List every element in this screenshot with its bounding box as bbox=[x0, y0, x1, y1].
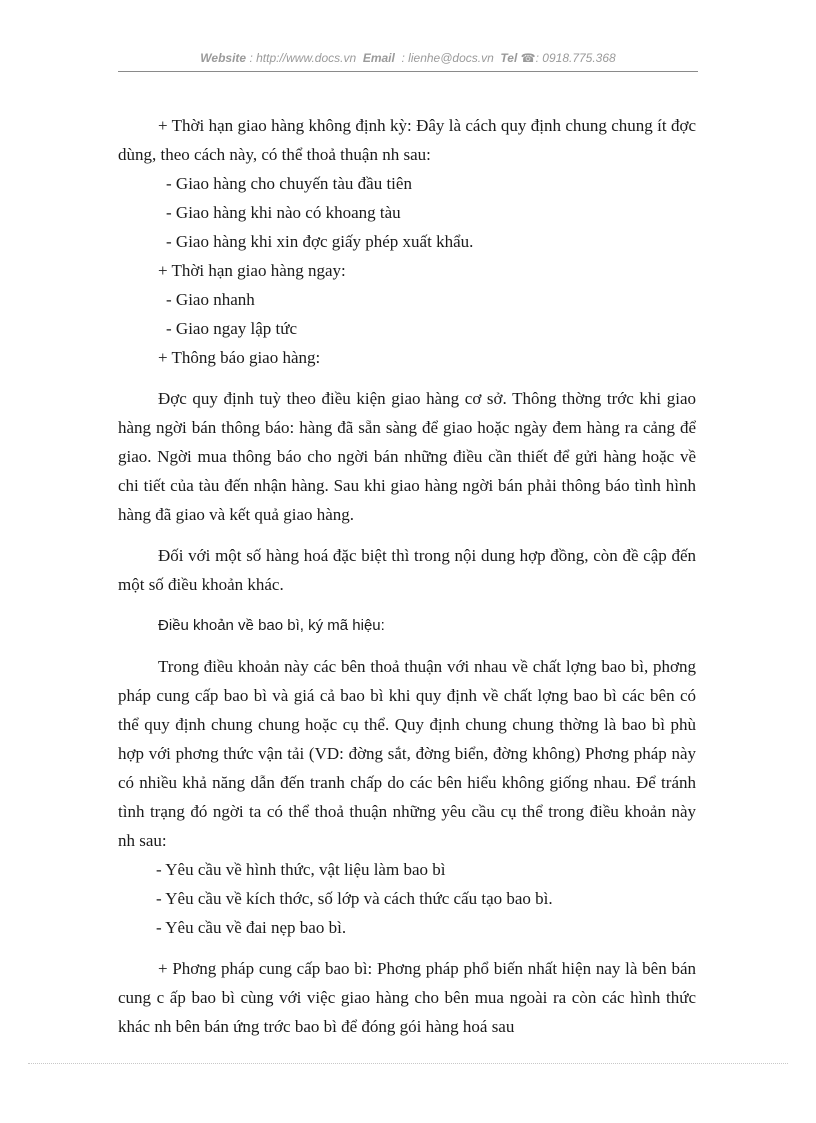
list-item: - Giao hàng khi xin đợc giấy phép xuất khẩu. bbox=[166, 232, 474, 251]
paragraph: Đợc quy định tuỳ theo điều kiện giao hàng cơ sở. Thông thờng trớc khi giao hàng ngời bán thông báo: hàng đã sẵn sàng để giao hoặc ngày đem hàng ra cảng để giao. Ngời mua thông báo cho ngời bán những điều cần thiết để gửi hàng hoặc về chi tiết của tàu đến nhận hàng. Sau khi giao hàng ngời bán phải thông báo tình hình hàng đã giao và kết quả giao hàng. bbox=[118, 389, 696, 524]
list-item: - Giao ngay lập tức bbox=[166, 319, 298, 338]
phone-number: : 0918.775.368 bbox=[535, 51, 616, 65]
email-address: : lienhe@docs.vn bbox=[401, 51, 494, 65]
phone-icon: ☎ bbox=[520, 51, 536, 65]
subheading: + Thông báo giao hàng: bbox=[158, 348, 321, 367]
paragraph: + Thời hạn giao hàng không định kỳ: Đây là cách quy định chung chung ít đợc dùng, theo cách này, có thể thoả thuận nh sau: bbox=[118, 116, 696, 164]
list-item: - Yêu cầu về hình thức, vật liệu làm bao bì bbox=[156, 860, 446, 879]
page-header bbox=[0, 51, 816, 65]
footer-divider bbox=[28, 1063, 788, 1064]
list-item: - Giao nhanh bbox=[166, 290, 255, 309]
paragraph: Đối với một số hàng hoá đặc biệt thì trong nội dung hợp đồng, còn đề cập đến một số điều khoản khác. bbox=[118, 546, 696, 594]
document-body bbox=[118, 111, 696, 1041]
list-item: - Yêu cầu về đai nẹp bao bì. bbox=[156, 918, 347, 937]
section-heading: Điều khoản về bao bì, ký mã hiệu: bbox=[158, 617, 385, 634]
website-label: Website bbox=[200, 51, 247, 65]
email-label: Email bbox=[362, 51, 395, 65]
website-url: : http://www.docs.vn bbox=[249, 51, 357, 65]
paragraph: Trong điều khoản này các bên thoả thuận với nhau về chất lợng bao bì, phơng pháp cung cấp bao bì và giá cả bao bì khi quy định về chất lợng bao bì các bên có thể quy định chung chung hoặc cụ thể. Quy định chung chung thờng là bao bì phù hợp với phơng thức vận tải (VD: đờng sắt, đờng biển, đờng không) Phơng pháp này có nhiều khả năng dẫn đến tranh chấp do các bên hiểu không giống nhau. Để tránh tình trạng đó ngời ta có thể thoả thuận những yêu cầu cụ thể trong điều khoản này nh sau: bbox=[118, 657, 696, 850]
list-item: - Giao hàng cho chuyến tàu đầu tiên bbox=[166, 174, 412, 193]
tel-label: Tel bbox=[500, 51, 518, 65]
header-divider bbox=[118, 71, 698, 72]
list-item: - Giao hàng khi nào có khoang tàu bbox=[166, 203, 401, 222]
paragraph: + Phơng pháp cung cấp bao bì: Phơng pháp phổ biến nhất hiện nay là bên bán cung c ấp bao bì cùng với việc giao hàng cho bên mua ngoài ra còn các hình thức khác nh bên bán ứng trớc bao bì để đóng gói hàng hoá sau bbox=[118, 959, 696, 1036]
subheading: + Thời hạn giao hàng ngay: bbox=[158, 261, 346, 280]
list-item: - Yêu cầu về kích thớc, số lớp và cách thức cấu tạo bao bì. bbox=[156, 889, 553, 908]
